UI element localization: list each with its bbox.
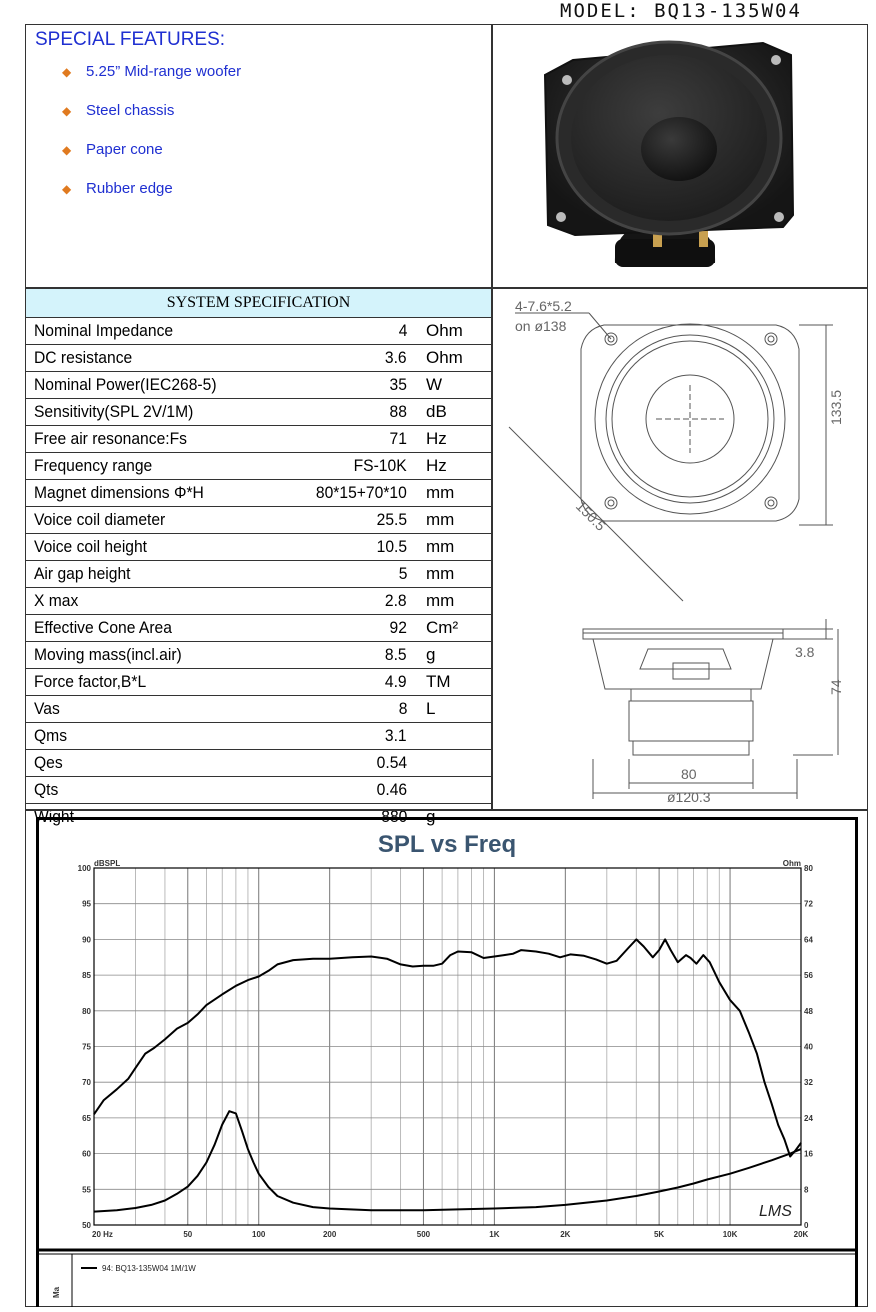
spec-unit: Hz bbox=[426, 429, 447, 448]
spec-value: 35 bbox=[389, 375, 407, 394]
lms-watermark: LMS bbox=[759, 1203, 792, 1220]
x-tick-label: 5K bbox=[653, 1230, 665, 1239]
spec-unit: Cm² bbox=[426, 618, 459, 637]
spec-value: 8.5 bbox=[385, 645, 407, 664]
spec-row bbox=[26, 480, 491, 507]
x-tick-label: 1K bbox=[489, 1230, 500, 1239]
spec-label: Nominal Power(IEC268-5) bbox=[34, 375, 217, 394]
spec-label: Free air resonance:Fs bbox=[34, 429, 187, 448]
feature-item bbox=[62, 63, 241, 102]
y2-tick-label: 80 bbox=[804, 864, 813, 873]
spl-curve bbox=[94, 939, 801, 1156]
spec-row bbox=[26, 345, 491, 372]
flange-dimension: 3.8 bbox=[795, 644, 815, 660]
features-title: SPECIAL FEATURES: bbox=[35, 29, 226, 50]
spec-title: SYSTEM SPECIFICATION bbox=[26, 289, 491, 318]
spec-label: Moving mass(incl.air) bbox=[34, 645, 182, 664]
spec-unit: TM bbox=[426, 672, 451, 691]
spec-label: X max bbox=[34, 591, 79, 610]
diagonal-dimension: 150.5 bbox=[572, 497, 609, 534]
spec-label: Wight bbox=[34, 807, 74, 826]
spec-label: Voice coil diameter bbox=[34, 510, 166, 529]
dimension-drawing-panel bbox=[492, 288, 868, 810]
spec-value: FS-10K bbox=[353, 456, 407, 475]
diamond-bullet-icon: ◆ bbox=[62, 143, 72, 157]
y-tick-label: 55 bbox=[82, 1185, 91, 1195]
y2-tick-label: 40 bbox=[804, 1042, 813, 1052]
spec-value: 25.5 bbox=[376, 510, 407, 529]
diamond-bullet-icon: ◆ bbox=[62, 65, 72, 79]
chart-title: SPL vs Freq bbox=[377, 831, 517, 858]
spec-unit: g bbox=[426, 645, 436, 664]
features-list bbox=[62, 63, 241, 219]
y-tick-label: 75 bbox=[82, 1042, 91, 1052]
spl-chart-panel bbox=[25, 810, 868, 1307]
frame-dimension: ø120.3 bbox=[667, 789, 711, 805]
spec-unit: mm bbox=[426, 510, 455, 529]
spec-row bbox=[26, 453, 491, 480]
spec-label: Qts bbox=[34, 780, 59, 799]
spec-row bbox=[26, 372, 491, 399]
feature-text: Rubber edge bbox=[86, 180, 173, 197]
diamond-bullet-icon: ◆ bbox=[62, 182, 72, 196]
legend-entry: 94: BQ13-135W04 1M/1W bbox=[102, 1264, 196, 1273]
spec-unit: mm bbox=[426, 564, 455, 583]
spec-label: Magnet dimensions Φ*H bbox=[34, 483, 204, 502]
y-tick-label: 50 bbox=[82, 1221, 91, 1230]
spec-row bbox=[26, 723, 491, 750]
spec-row bbox=[26, 777, 491, 804]
y2-tick-label: 32 bbox=[804, 1078, 813, 1088]
y-axis-label: dBSPL bbox=[94, 859, 121, 868]
y-tick-label: 90 bbox=[82, 935, 91, 945]
spec-unit: Ohm bbox=[426, 321, 463, 340]
y-tick-label: 95 bbox=[82, 899, 91, 909]
y-tick-label: 65 bbox=[82, 1113, 91, 1123]
spec-row bbox=[26, 507, 491, 534]
diamond-bullet-icon: ◆ bbox=[62, 104, 72, 118]
x-tick-label: 100 bbox=[252, 1230, 266, 1239]
y-tick-label: 60 bbox=[82, 1149, 91, 1159]
x-tick-label: 500 bbox=[416, 1230, 431, 1239]
spec-row bbox=[26, 642, 491, 669]
feature-item bbox=[62, 102, 241, 141]
spec-row bbox=[26, 399, 491, 426]
spec-value: 8 bbox=[398, 699, 407, 718]
spec-unit: g bbox=[426, 807, 436, 826]
y2-tick-label: 56 bbox=[804, 971, 813, 981]
special-features-panel bbox=[25, 24, 492, 288]
y-tick-label: 70 bbox=[82, 1078, 91, 1088]
spec-row bbox=[26, 669, 491, 696]
x-tick-label: 2K bbox=[560, 1230, 571, 1239]
hole-circle-note: on ø138 bbox=[515, 318, 567, 334]
spec-row bbox=[26, 426, 491, 453]
feature-item bbox=[62, 141, 241, 180]
spec-unit: dB bbox=[426, 402, 447, 421]
spec-label: DC resistance bbox=[34, 348, 133, 367]
y2-tick-label: 48 bbox=[804, 1006, 813, 1016]
y2-tick-label: 72 bbox=[804, 899, 813, 909]
spec-row bbox=[26, 696, 491, 723]
spec-label: Qms bbox=[34, 726, 68, 745]
x-tick-label: 20 Hz bbox=[92, 1230, 113, 1239]
spec-label: Nominal Impedance bbox=[34, 321, 174, 340]
x-tick-label: 10K bbox=[722, 1230, 738, 1239]
spec-row bbox=[26, 615, 491, 642]
y2-axis-label: Ohm bbox=[782, 859, 801, 868]
spec-label: Voice coil height bbox=[34, 537, 148, 556]
magnet-dimension: 80 bbox=[681, 766, 697, 782]
spec-value: 10.5 bbox=[376, 537, 407, 556]
depth-dimension: 74 bbox=[828, 679, 844, 695]
impedance-curve bbox=[94, 1111, 801, 1211]
spec-value: 4.9 bbox=[385, 672, 407, 691]
spec-label: Effective Cone Area bbox=[34, 618, 172, 637]
x-tick-label: 20K bbox=[793, 1230, 809, 1239]
spec-row bbox=[26, 588, 491, 615]
spec-value: 3.1 bbox=[385, 726, 407, 745]
spec-value: 88 bbox=[389, 402, 407, 421]
spec-value: 5 bbox=[398, 564, 407, 583]
x-tick-label: 200 bbox=[322, 1230, 337, 1239]
y-tick-label: 100 bbox=[77, 864, 91, 873]
spec-unit: L bbox=[426, 699, 436, 718]
spec-row bbox=[26, 534, 491, 561]
y-tick-label: 85 bbox=[82, 971, 91, 981]
dimension-drawing bbox=[493, 289, 867, 809]
y-tick-label: 80 bbox=[82, 1006, 91, 1016]
feature-text: Steel chassis bbox=[86, 102, 175, 119]
system-specification-table bbox=[25, 288, 492, 826]
spec-row bbox=[26, 750, 491, 777]
spec-label: Qes bbox=[34, 753, 63, 772]
feature-text: Paper cone bbox=[86, 141, 163, 158]
spec-value: 4 bbox=[398, 321, 407, 340]
spec-unit: Ohm bbox=[426, 348, 463, 367]
model-number: MODEL: BQ13-135W04 bbox=[560, 0, 802, 22]
spec-unit: mm bbox=[426, 537, 455, 556]
spec-value: 71 bbox=[389, 429, 407, 448]
y2-tick-label: 16 bbox=[804, 1149, 813, 1159]
spec-value: 92 bbox=[389, 618, 407, 637]
spec-label: Vas bbox=[34, 699, 60, 718]
hole-note: 4-7.6*5.2 bbox=[515, 298, 572, 314]
y2-tick-label: 8 bbox=[804, 1185, 809, 1195]
height-dimension: 133.5 bbox=[828, 389, 844, 425]
feature-text: 5.25” Mid-range woofer bbox=[86, 63, 242, 80]
y2-tick-label: 24 bbox=[804, 1113, 813, 1123]
chart-frame bbox=[36, 817, 858, 1307]
spec-label: Frequency range bbox=[34, 456, 153, 475]
speaker-photo bbox=[493, 25, 867, 287]
spec-label: Air gap height bbox=[34, 564, 131, 583]
spec-row bbox=[26, 561, 491, 588]
spec-value: 3.6 bbox=[385, 348, 407, 367]
spec-value: 0.46 bbox=[376, 780, 407, 799]
spec-row bbox=[26, 318, 491, 345]
spec-value: 80*15+70*10 bbox=[316, 483, 407, 502]
spec-label: Sensitivity(SPL 2V/1M) bbox=[34, 402, 194, 421]
spec-value: 0.54 bbox=[376, 753, 407, 772]
spec-unit: mm bbox=[426, 591, 455, 610]
spec-value: 2.8 bbox=[385, 591, 407, 610]
spec-label: Force factor,B*L bbox=[34, 672, 147, 691]
feature-item bbox=[62, 180, 241, 219]
y2-tick-label: 64 bbox=[804, 935, 813, 945]
spec-value: 880 bbox=[380, 807, 407, 826]
y2-tick-label: 0 bbox=[804, 1221, 809, 1230]
spec-unit: Hz bbox=[426, 456, 447, 475]
spl-vs-freq-chart bbox=[39, 820, 855, 1307]
side-label: Ma bbox=[52, 1286, 61, 1298]
product-photo-panel bbox=[492, 24, 868, 288]
spec-unit: mm bbox=[426, 483, 455, 502]
x-tick-label: 50 bbox=[183, 1230, 193, 1239]
spec-unit: W bbox=[426, 375, 443, 394]
